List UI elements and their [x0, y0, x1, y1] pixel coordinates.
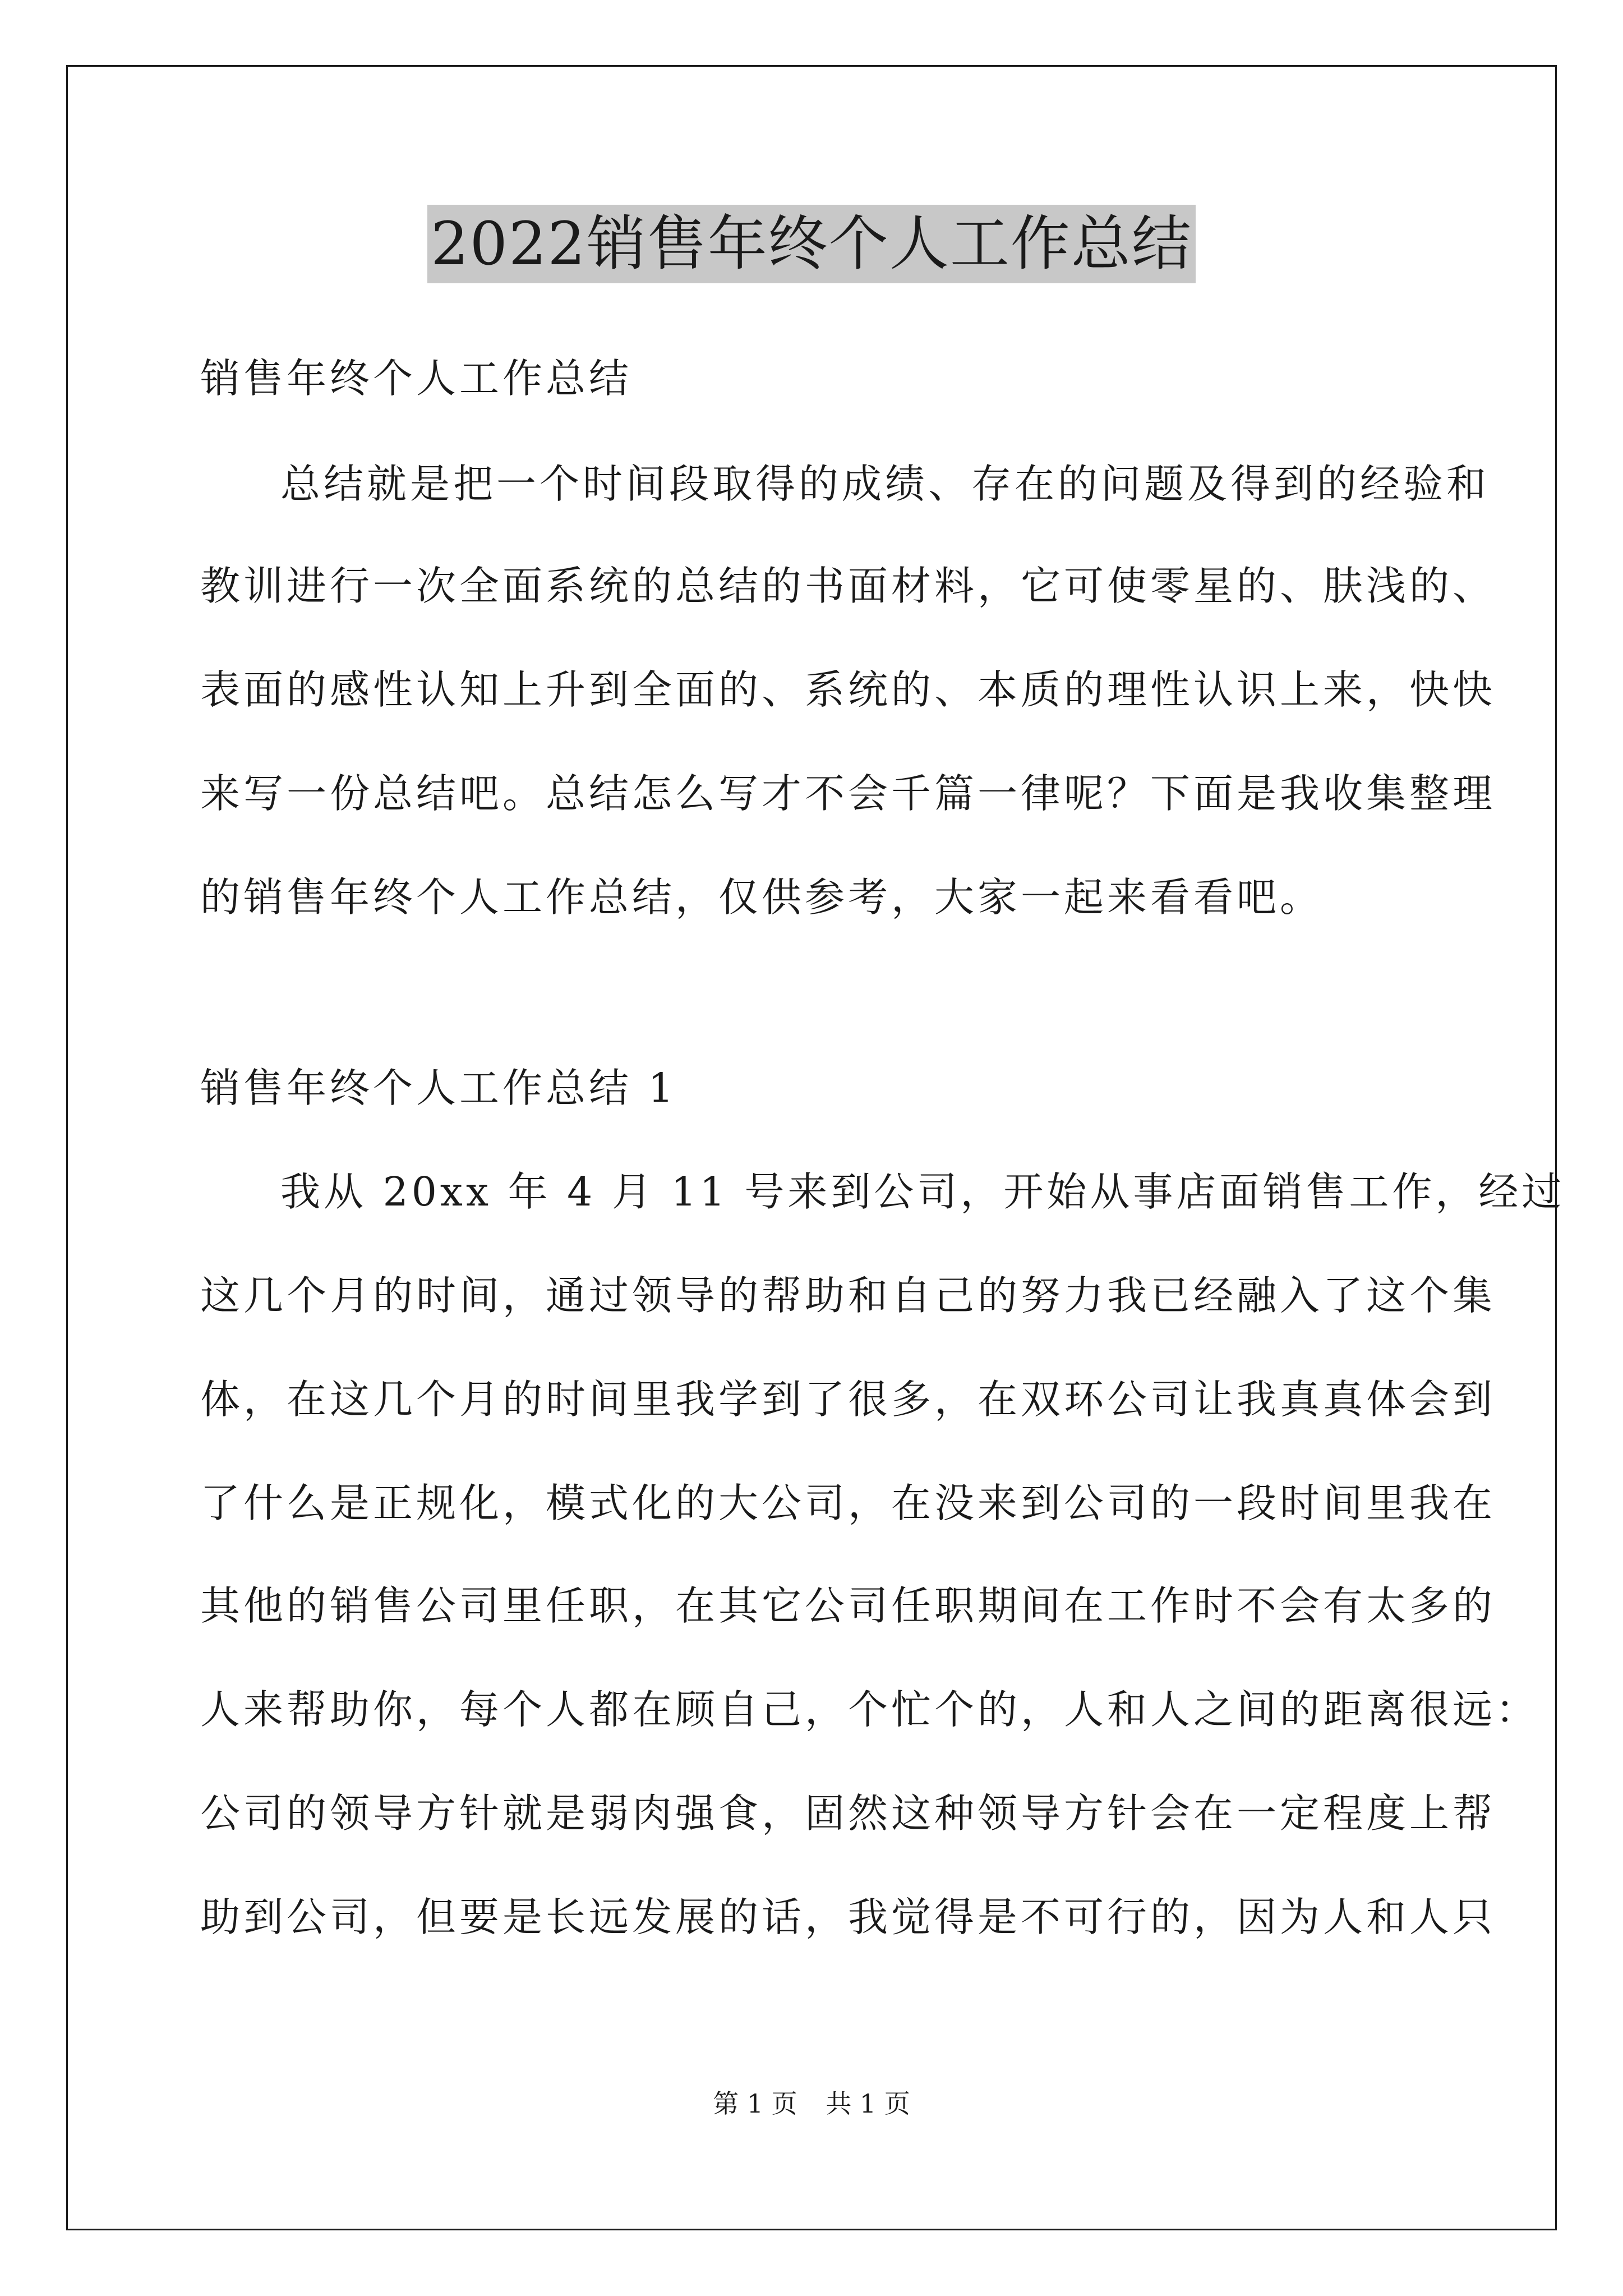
- body-line: 体，在这几个月的时间里我学到了很多，在双环公司让我真真体会到: [200, 1376, 1496, 1423]
- body-line: 人来帮助你，每个人都在顾自己，个忙个的，人和人之间的距离很远：: [200, 1686, 1539, 1733]
- body-line: 我从 20xx 年 4 月 11 号来到公司，开始从事店面销售工作，经过: [280, 1168, 1565, 1215]
- intro-line: 教训进行一次全面系统的总结的书面材料，它可使零星的、肤浅的、: [200, 563, 1496, 609]
- section-heading: 销售年终个人工作总结: [200, 355, 633, 402]
- document-title: 2022销售年终个人工作总结: [427, 205, 1196, 283]
- body-line: 了什么是正规化，模式化的大公司，在没来到公司的一段时间里我在: [200, 1480, 1496, 1526]
- page-total: 共 1 页: [826, 2088, 910, 2119]
- body-line: 其他的销售公司里任职，在其它公司任职期间在工作时不会有太多的: [200, 1582, 1496, 1629]
- page-footer: [0, 2087, 1623, 2120]
- intro-line: 的销售年终个人工作总结，仅供参考，大家一起来看看吧。: [200, 874, 1324, 921]
- intro-line: 来写一份总结吧。总结怎么写才不会千篇一律呢？下面是我收集整理: [200, 770, 1496, 817]
- body-line: 助到公司，但要是长远发展的话，我觉得是不可行的，因为人和人只: [200, 1894, 1496, 1940]
- page-number: 第 1 页: [713, 2088, 797, 2119]
- subheading: 销售年终个人工作总结 1: [200, 1065, 677, 1111]
- body-line: 这几个月的时间，通过领导的帮助和自己的努力我已经融入了这个集: [200, 1272, 1496, 1319]
- title-container: [0, 205, 1623, 283]
- intro-line: 总结就是把一个时间段取得的成绩、存在的问题及得到的经验和: [280, 461, 1490, 507]
- body-line: 公司的领导方针就是弱肉强食，固然这种领导方针会在一定程度上帮: [200, 1790, 1496, 1837]
- intro-line: 表面的感性认知上升到全面的、系统的、本质的理性认识上来，快快: [200, 666, 1496, 713]
